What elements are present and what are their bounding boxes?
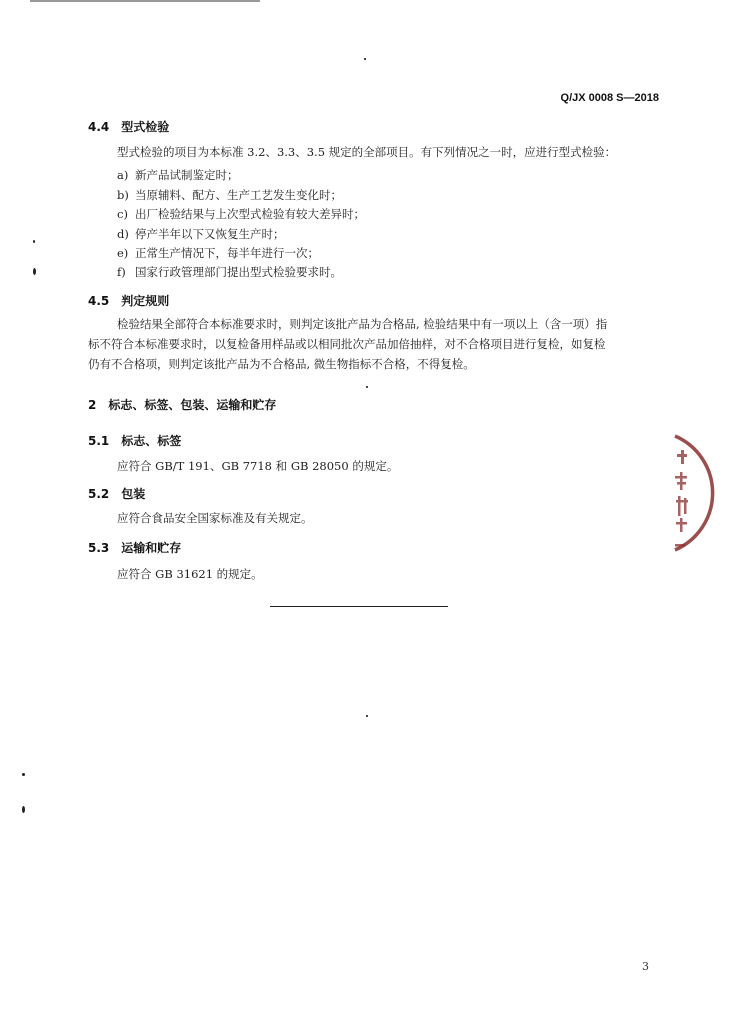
list-text: 国家行政管理部门提出型式检验要求时。	[135, 265, 342, 279]
scan-speck	[33, 240, 35, 243]
section-4-5-line-1: 检验结果全部符合本标准要求时，则判定该批产品为合格品, 检验结果中有一项以上（含一项）指	[117, 317, 608, 331]
section-title: 标志、标签、包装、运输和贮存	[108, 398, 277, 412]
list-item	[117, 187, 342, 203]
section-title: 标志、标签	[121, 434, 182, 448]
section-5-3-heading	[88, 539, 181, 556]
section-number: 4.5	[88, 294, 110, 308]
section-title: 运输和贮存	[121, 541, 182, 555]
end-rule	[270, 606, 448, 607]
list-label: b)	[117, 188, 129, 202]
chapter-heading	[88, 396, 276, 413]
list-label: f)	[117, 265, 126, 279]
scan-edge-line	[30, 0, 260, 2]
scan-speck	[22, 773, 25, 776]
section-title: 型式检验	[121, 120, 170, 134]
list-label: c)	[117, 207, 128, 221]
section-title: 判定规则	[121, 294, 170, 308]
list-label: a)	[117, 168, 129, 182]
scan-speck	[33, 268, 36, 275]
list-item	[117, 245, 319, 261]
section-number: 5.1	[88, 434, 110, 448]
section-5-2-text: 应符合食品安全国家标准及有关规定。	[117, 511, 313, 525]
list-item	[117, 167, 239, 183]
section-number: 4.4	[88, 120, 110, 134]
list-text: 出厂检验结果与上次型式检验有较大差异时；	[135, 207, 365, 221]
scan-speck	[22, 806, 25, 813]
red-seal-stamp	[655, 418, 729, 568]
section-4-4-intro: 型式检验的项目为本标准 3.2、3.3、3.5 规定的全部项目。有下列情况之一时，应进行型式检验：	[117, 145, 617, 159]
page-number: 3	[642, 960, 649, 973]
list-text: 正常生产情况下，每半年进行一次；	[135, 246, 319, 260]
section-5-1-heading	[88, 432, 181, 449]
section-number: 5.2	[88, 487, 110, 501]
scan-speck	[366, 715, 368, 717]
section-5-2-heading	[88, 485, 145, 502]
section-5-3-text: 应符合 GB 31621 的规定。	[117, 567, 263, 581]
section-4-5-heading	[88, 292, 169, 309]
document-code: Q/JX 0008 S—2018	[560, 92, 659, 104]
scan-speck	[366, 386, 368, 388]
section-4-5-line-2: 标不符合本标准要求时，以复检备用样品或以相同批次产品加倍抽样，对不合格项目进行复检，如复检	[88, 337, 606, 351]
list-item	[117, 206, 365, 222]
section-4-5-line-3: 仍有不合格项，则判定该批产品为不合格品, 微生物指标不合格，不得复检。	[88, 357, 475, 371]
list-text: 新产品试制鉴定时；	[135, 168, 239, 182]
list-label: d)	[117, 227, 129, 241]
scan-speck	[364, 58, 366, 60]
section-number: 5.3	[88, 541, 110, 555]
list-item	[117, 226, 285, 242]
list-text: 停产半年以下又恢复生产时；	[135, 227, 285, 241]
section-number: 2	[88, 398, 97, 412]
list-label: e)	[117, 246, 129, 260]
list-item	[117, 264, 342, 280]
list-text: 当原辅料、配方、生产工艺发生变化时；	[135, 188, 342, 202]
section-5-1-text: 应符合 GB/T 191、GB 7718 和 GB 28050 的规定。	[117, 459, 399, 473]
section-title: 包装	[121, 487, 146, 501]
seal-graphic	[655, 418, 729, 568]
section-4-4-heading	[88, 118, 169, 135]
